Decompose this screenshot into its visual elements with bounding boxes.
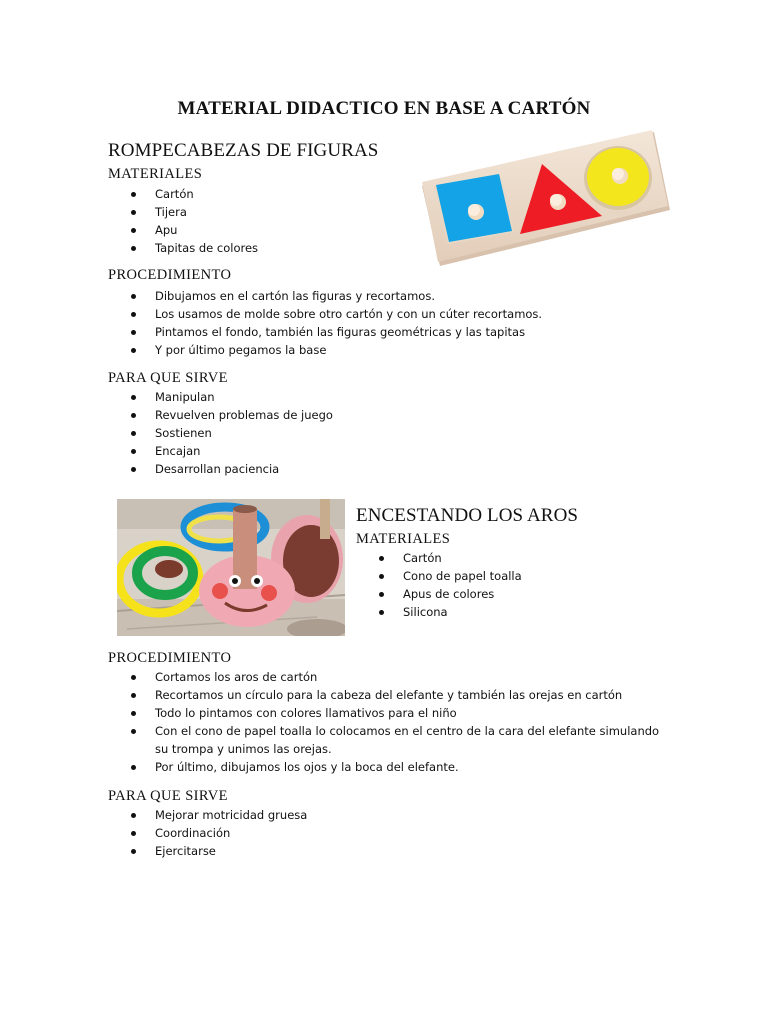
list-item: Sostienen: [108, 424, 428, 442]
section2-procedimiento-list: [108, 668, 668, 776]
list-item: Manipulan: [108, 388, 428, 406]
list-item: Por último, dibujamos los ojos y la boca del elefante.: [108, 758, 668, 776]
section1-materiales-label: MATERIALES: [108, 166, 203, 182]
list-item: Apu: [108, 221, 428, 239]
section2-para-que-sirve-label: PARA QUE SIRVE: [108, 788, 228, 804]
section2-materiales-label: MATERIALES: [356, 531, 451, 547]
list-item: Apus de colores: [356, 585, 656, 603]
section1-materiales-list: [108, 185, 428, 257]
list-item: Recortamos un círculo para la cabeza del elefante y también las orejas en cartón: [108, 686, 668, 704]
list-item: Los usamos de molde sobre otro cartón y con un cúter recortamos.: [108, 305, 668, 323]
list-item: Revuelven problemas de juego: [108, 406, 428, 424]
list-item: Tapitas de colores: [108, 239, 428, 257]
elephant-rings-image: [117, 499, 345, 636]
list-item: Mejorar motricidad gruesa: [108, 806, 428, 824]
list-item: Dibujamos en el cartón las figuras y recortamos.: [108, 287, 668, 305]
section1-para-que-sirve-list: [108, 388, 428, 478]
list-item: Encajan: [108, 442, 428, 460]
list-item: Todo lo pintamos con colores llamativos para el niño: [108, 704, 668, 722]
list-item: Desarrollan paciencia: [108, 460, 428, 478]
list-item: Ejercitarse: [108, 842, 428, 860]
section1-procedimiento-label: PROCEDIMIENTO: [108, 267, 232, 283]
list-item: Silicona: [356, 603, 656, 621]
list-item: Pintamos el fondo, también las figuras geométricas y las tapitas: [108, 323, 668, 341]
section2-materiales-list: [356, 549, 656, 621]
list-item: Tijera: [108, 203, 428, 221]
list-item: Coordinación: [108, 824, 428, 842]
list-item: Cono de papel toalla: [356, 567, 656, 585]
list-item: Y por último pegamos la base: [108, 341, 668, 359]
document-title: MATERIAL DIDACTICO EN BASE A CARTÓN: [177, 98, 591, 119]
section2-procedimiento-label: PROCEDIMIENTO: [108, 650, 232, 666]
list-item: Cartón: [108, 185, 428, 203]
list-item: Cortamos los aros de cartón: [108, 668, 668, 686]
section1-heading: ROMPECABEZAS DE FIGURAS: [108, 140, 379, 161]
section2-heading: ENCESTANDO LOS AROS: [356, 505, 579, 526]
section1-procedimiento-list: [108, 287, 668, 359]
shape-puzzle-image: [418, 128, 672, 270]
list-item: Cartón: [356, 549, 656, 567]
section2-para-que-sirve-list: [108, 806, 428, 860]
section1-para-que-sirve-label: PARA QUE SIRVE: [108, 370, 228, 386]
list-item: Con el cono de papel toalla lo colocamos en el centro de la cara del elefante simulando su trompa y unimos las orejas.: [108, 722, 668, 758]
